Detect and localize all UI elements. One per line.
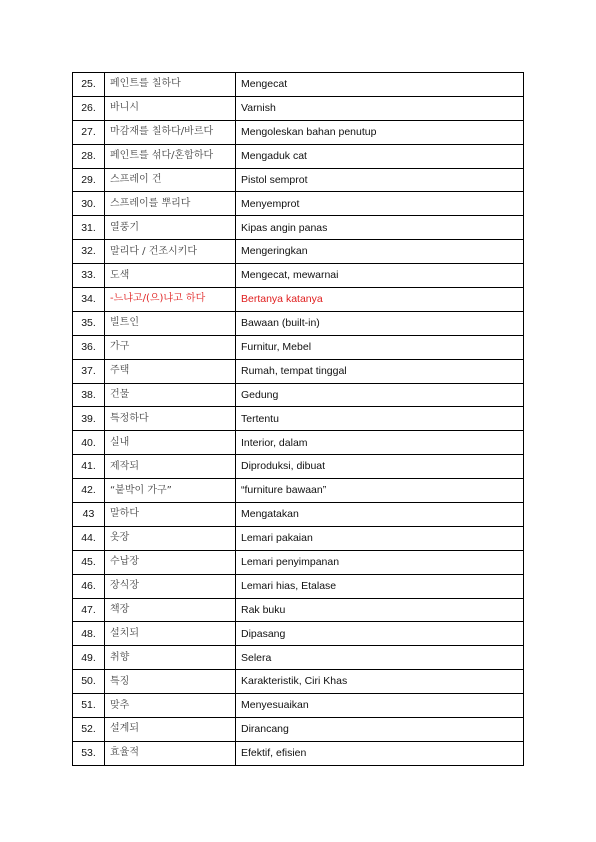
row-number: 47. [73, 598, 105, 622]
indonesian-translation: Karakteristik, Ciri Khas [236, 670, 524, 694]
indonesian-translation: Bertanya katanya [236, 288, 524, 312]
row-number: 40. [73, 431, 105, 455]
indonesian-translation: Efektif, efisien [236, 741, 524, 765]
row-number: 46. [73, 574, 105, 598]
row-number: 30. [73, 192, 105, 216]
korean-term: “붙박이 가구” [105, 479, 236, 503]
indonesian-translation: Lemari pakaian [236, 526, 524, 550]
korean-term: 주택 [105, 359, 236, 383]
indonesian-translation: Kipas angin panas [236, 216, 524, 240]
indonesian-translation: Pistol semprot [236, 168, 524, 192]
indonesian-translation: “furniture bawaan” [236, 479, 524, 503]
row-number: 53. [73, 741, 105, 765]
table-row [73, 73, 524, 97]
row-number: 28. [73, 144, 105, 168]
table-row [73, 311, 524, 335]
row-number: 44. [73, 526, 105, 550]
vocabulary-table [72, 72, 524, 766]
table-row [73, 168, 524, 192]
korean-term: 열풍기 [105, 216, 236, 240]
indonesian-translation: Bawaan (built-in) [236, 311, 524, 335]
korean-term: 효율적 [105, 741, 236, 765]
indonesian-translation: Menyemprot [236, 192, 524, 216]
row-number: 29. [73, 168, 105, 192]
table-row [73, 216, 524, 240]
korean-term: 설치되 [105, 622, 236, 646]
indonesian-translation: Furnitur, Mebel [236, 335, 524, 359]
row-number: 36. [73, 335, 105, 359]
indonesian-translation: Selera [236, 646, 524, 670]
table-row [73, 335, 524, 359]
korean-term: 가구 [105, 335, 236, 359]
table-row [73, 741, 524, 765]
korean-term: 페인트를 칠하다 [105, 73, 236, 97]
row-number: 33. [73, 264, 105, 288]
table-row [73, 503, 524, 527]
indonesian-translation: Mengecat [236, 73, 524, 97]
vocabulary-table-body [73, 73, 524, 766]
row-number: 39. [73, 407, 105, 431]
table-row [73, 192, 524, 216]
korean-term: 스프레이를 뿌리다 [105, 192, 236, 216]
korean-term: 특징 [105, 670, 236, 694]
korean-term: 설계되 [105, 718, 236, 742]
table-row [73, 694, 524, 718]
table-row [73, 479, 524, 503]
table-row [73, 96, 524, 120]
korean-term: 수납장 [105, 550, 236, 574]
indonesian-translation: Varnish [236, 96, 524, 120]
korean-term: 건물 [105, 383, 236, 407]
table-row [73, 288, 524, 312]
table-row [73, 574, 524, 598]
table-row [73, 718, 524, 742]
indonesian-translation: Mengecat, mewarnai [236, 264, 524, 288]
indonesian-translation: Rumah, tempat tinggal [236, 359, 524, 383]
korean-term: 스프레이 건 [105, 168, 236, 192]
korean-term: 장식장 [105, 574, 236, 598]
table-row [73, 407, 524, 431]
korean-term: 실내 [105, 431, 236, 455]
indonesian-translation: Lemari hias, Etalase [236, 574, 524, 598]
indonesian-translation: Menyesuaikan [236, 694, 524, 718]
indonesian-translation: Dirancang [236, 718, 524, 742]
table-row [73, 240, 524, 264]
korean-term: 페인트를 섞다/혼합하다 [105, 144, 236, 168]
row-number: 34. [73, 288, 105, 312]
indonesian-translation: Mengoleskan bahan penutup [236, 120, 524, 144]
row-number: 31. [73, 216, 105, 240]
indonesian-translation: Lemari penyimpanan [236, 550, 524, 574]
korean-term: 책장 [105, 598, 236, 622]
row-number: 26. [73, 96, 105, 120]
table-row [73, 359, 524, 383]
indonesian-translation: Interior, dalam [236, 431, 524, 455]
row-number: 41. [73, 455, 105, 479]
indonesian-translation: Mengatakan [236, 503, 524, 527]
table-row [73, 550, 524, 574]
row-number: 50. [73, 670, 105, 694]
indonesian-translation: Mengeringkan [236, 240, 524, 264]
indonesian-translation: Mengaduk cat [236, 144, 524, 168]
korean-term: 제작되 [105, 455, 236, 479]
table-row [73, 646, 524, 670]
table-row [73, 383, 524, 407]
table-row [73, 144, 524, 168]
row-number: 43 [73, 503, 105, 527]
row-number: 45. [73, 550, 105, 574]
indonesian-translation: Rak buku [236, 598, 524, 622]
indonesian-translation: Tertentu [236, 407, 524, 431]
table-row [73, 670, 524, 694]
korean-term: 말하다 [105, 503, 236, 527]
korean-term: 맞추 [105, 694, 236, 718]
row-number: 49. [73, 646, 105, 670]
korean-term: -느냐고/(으)냐고 하다 [105, 288, 236, 312]
indonesian-translation: Dipasang [236, 622, 524, 646]
table-row [73, 120, 524, 144]
korean-term: 빌트인 [105, 311, 236, 335]
row-number: 48. [73, 622, 105, 646]
table-row [73, 455, 524, 479]
row-number: 38. [73, 383, 105, 407]
table-row [73, 526, 524, 550]
row-number: 37. [73, 359, 105, 383]
indonesian-translation: Gedung [236, 383, 524, 407]
table-row [73, 598, 524, 622]
korean-term: 바니시 [105, 96, 236, 120]
table-row [73, 431, 524, 455]
row-number: 51. [73, 694, 105, 718]
row-number: 42. [73, 479, 105, 503]
row-number: 25. [73, 73, 105, 97]
row-number: 27. [73, 120, 105, 144]
row-number: 32. [73, 240, 105, 264]
korean-term: 옷장 [105, 526, 236, 550]
korean-term: 말리다 / 건조시키다 [105, 240, 236, 264]
table-row [73, 264, 524, 288]
korean-term: 취향 [105, 646, 236, 670]
table-row [73, 622, 524, 646]
indonesian-translation: Diproduksi, dibuat [236, 455, 524, 479]
korean-term: 특정하다 [105, 407, 236, 431]
korean-term: 도색 [105, 264, 236, 288]
row-number: 35. [73, 311, 105, 335]
row-number: 52. [73, 718, 105, 742]
korean-term: 마감재를 칠하다/바르다 [105, 120, 236, 144]
